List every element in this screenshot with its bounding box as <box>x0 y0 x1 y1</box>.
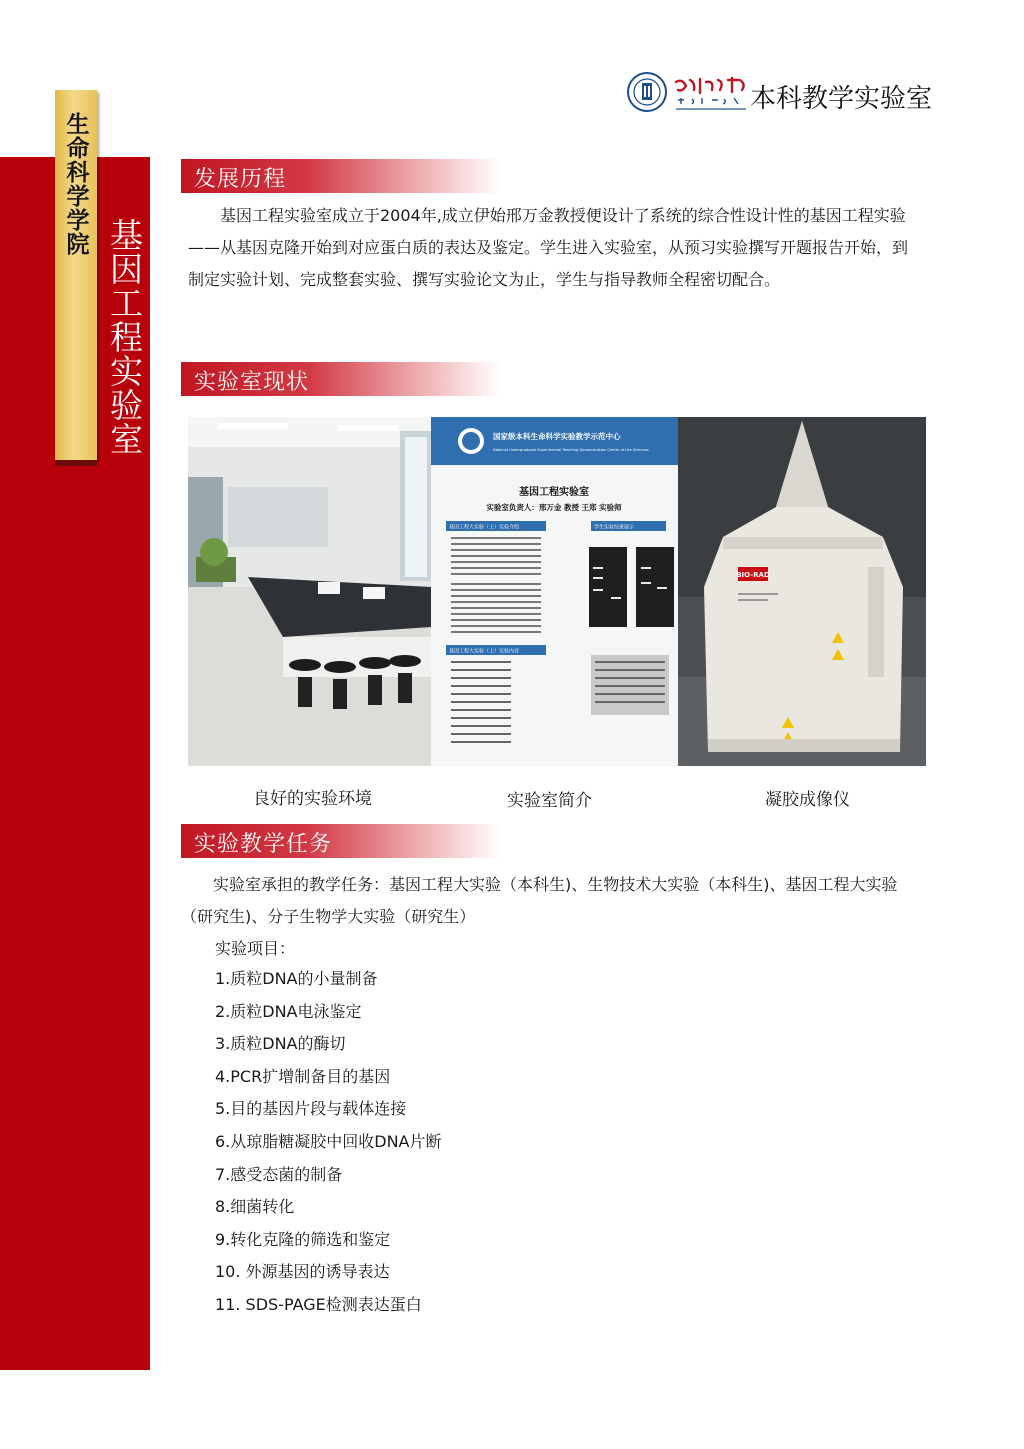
poster-center-name: 国家级本科生命科学实验教学示范中心 <box>493 432 621 441</box>
history-paragraph: 基因工程实验室成立于2004年,成立伊始邢万金教授便设计了系统的综合性设计性的基因工程实验——从基因克隆开始到对应蛋白质的表达及鉴定。学生进入实验室，从预习实验撰写开题报告开始，到制定实验计划、完成整套实验、撰写实验论文为止，学生与指导教师全程密切配合。 <box>188 206 909 289</box>
list-item: 3.质粒DNA的酶切 <box>215 1034 346 1054</box>
list-item: 9.转化克隆的筛选和鉴定 <box>215 1229 391 1249</box>
section-tasks-heading: 实验教学任务 <box>181 824 501 858</box>
experiment-list <box>215 963 442 1322</box>
list-item: 8.细菌转化 <box>215 1197 295 1217</box>
poster-lab-title: 基因工程实验室 <box>519 487 589 498</box>
university-seal-icon <box>627 72 667 112</box>
list-item: 10. 外源基因的诱导表达 <box>215 1262 390 1282</box>
university-logotype-icon <box>672 74 750 114</box>
photo-caption-introduction: 实验室简介 <box>507 791 592 811</box>
instrument-brand: BIO-RAD <box>736 571 770 579</box>
list-item: 4.PCR扩增制备目的基因 <box>215 1066 391 1086</box>
list-item: 1.质粒DNA的小量制备 <box>215 969 378 988</box>
photo-caption-gel-imager: 凝胶成像仪 <box>765 790 850 810</box>
section-history-heading: 发展历程 <box>181 159 501 193</box>
lab-environment-photo <box>188 417 431 766</box>
gel-imager-photo <box>678 417 926 766</box>
poster-box-list: 基因工程大实验（上）实验内容 <box>449 648 520 655</box>
photo-caption-environment: 良好的实验环境 <box>253 789 372 809</box>
lab-introduction-poster <box>431 417 678 766</box>
list-item: 11. SDS-PAGE检测表达蛋白 <box>215 1294 422 1314</box>
page-header-title: 本科教学实验室 <box>750 84 933 114</box>
list-item: 7.感受态菌的制备 <box>215 1164 343 1184</box>
list-item: 2.质粒DNA电泳鉴定 <box>215 1001 362 1021</box>
section-status-heading: 实验室现状 <box>181 362 501 396</box>
poster-lab-heads: 实验室负责人：邢万金 教授 王郑 实验师 <box>486 503 622 512</box>
lab-name-vertical: 基因工程实验室 <box>105 218 144 456</box>
poster-box-right: 学生实验结果展示 <box>594 524 635 531</box>
poster-box-left: 基因工程大实验（上）实验介绍 <box>449 524 520 531</box>
list-item: 5.目的基因片段与载体连接 <box>215 1099 407 1119</box>
items-label: 实验项目： <box>215 939 296 958</box>
list-item: 6.从琼脂糖凝胶中回收DNA片断 <box>215 1131 442 1151</box>
college-name: 生命科学学院 <box>62 112 89 256</box>
poster-center-name-en: National Undergraduate Experimental Teaching Demonstration Center of Life Sciences <box>493 448 649 452</box>
tasks-paragraph: 实验室承担的教学任务：基因工程大实验（本科生)、生物技术大实验（本科生)、基因工程大实验（研究生)、分子生物学大实验（研究生） <box>181 875 898 926</box>
